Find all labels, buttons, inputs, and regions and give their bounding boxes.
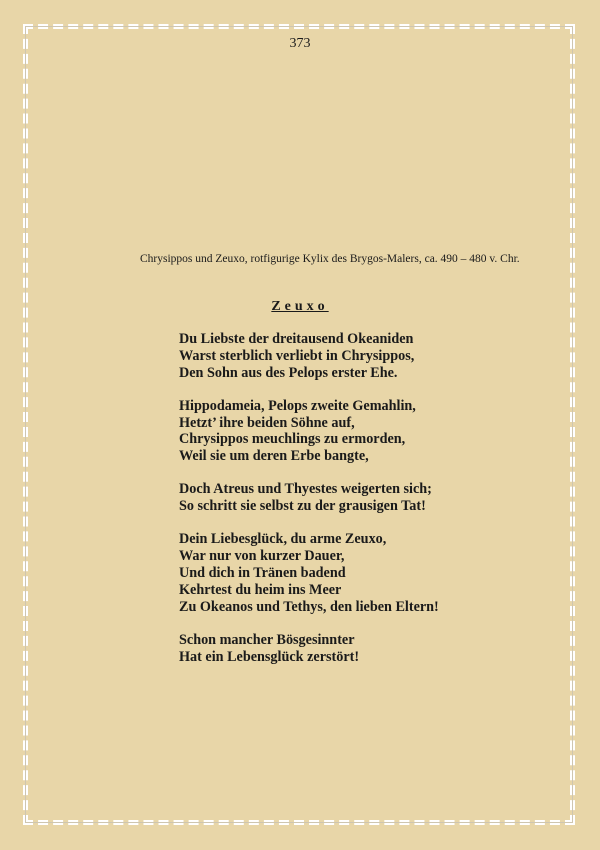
poem-line: Hippodameia, Pelops zweite Gemahlin,: [179, 397, 416, 414]
poem-line: Hat ein Lebensglück zerstört!: [179, 648, 360, 665]
poem-line: Zu Okeanos und Tethys, den lieben Eltern!: [179, 598, 439, 615]
poem-body: [179, 331, 509, 682]
poem-line: Schon mancher Bösgesinnter: [179, 631, 355, 648]
poem-line: Chrysippos meuchlings zu ermorden,: [179, 431, 406, 448]
poem-line: Du Liebste der dreitausend Okeaniden: [179, 331, 414, 347]
poem-line: Den Sohn aus des Pelops erster Ehe.: [179, 364, 398, 381]
poem-line: Warst sterblich verliebt in Chrysippos,: [179, 347, 415, 364]
stanza-2: [179, 398, 509, 465]
poem-line: Weil sie um deren Erbe bangte,: [179, 448, 369, 465]
page-number: 373: [289, 36, 311, 51]
poem-line: So schritt sie selbst zu der grausigen Tat!: [179, 498, 426, 515]
stanza-1: [179, 331, 509, 381]
image-caption: Chrysippos und Zeuxo, rotfigurige Kylix des Brygos-Malers, ca. 490 – 480 v. Chr.: [140, 253, 520, 265]
poem-line: Doch Atreus und Thyestes weigerten sich;: [179, 481, 432, 498]
poem-line: War nur von kurzer Dauer,: [179, 548, 345, 565]
poem-title: Zeuxo: [271, 299, 329, 314]
poem-line: Und dich in Tränen badend: [179, 564, 346, 581]
poem-line: Kehrtest du heim ins Meer: [179, 581, 342, 598]
stanza-5: [179, 632, 509, 666]
stanza-4: [179, 531, 509, 615]
poem-line: Dein Liebesglück, du arme Zeuxo,: [179, 531, 387, 548]
poem-line: Hetzt’ ihre beiden Söhne auf,: [179, 414, 355, 431]
stanza-3: [179, 481, 509, 515]
